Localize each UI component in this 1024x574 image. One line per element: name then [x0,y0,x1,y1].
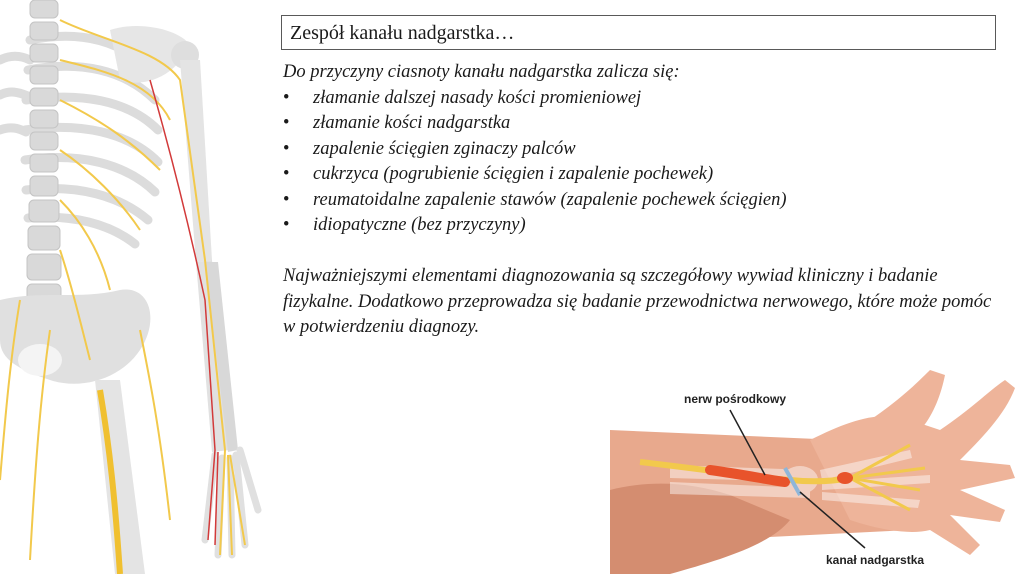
causes-intro: Do przyczyny ciasnoty kanału nadgarstka zalicza się: [283,62,680,82]
diagnosis-paragraph: Najważniejszymi elementami diagnozowania są szczegółowy wywiad kliniczny i badanie fizykalne. Dodatkowo przeprowadza się badanie przewodnictwa nerwowego, które może pomóc w potwierdzeniu diagnozy. [283,266,992,337]
list-item: • reumatoidalne zapalenie stawów (zapalenie pochewek ścięgien) [283,188,998,214]
bullet-icon: • [283,215,290,235]
bullet-icon: • [283,87,290,108]
slide-title: Zespół kanału nadgarstka… [281,15,996,50]
bullet-icon: • [283,164,290,184]
list-item: • zapalenie ścięgien zginaczy palców [283,137,998,163]
list-item: • cukrzyca (pogrubienie ścięgien i zapalenie pochewek) [283,162,998,188]
causes-list [283,86,998,239]
median-nerve-label: nerw pośrodkowy [684,392,787,406]
bullet-icon: • [283,189,290,210]
list-item: • złamanie dalszej nasady kości promieniowej [283,86,998,112]
slide-content [283,60,998,341]
skeleton-nervous-system-illustration [0,0,275,574]
bullet-icon: • [283,138,290,159]
carpal-tunnel-label: kanał nadgarstka [826,553,925,567]
carpal-tunnel-hand-illustration [610,370,1024,574]
list-item: • złamanie kości nadgarstka [283,111,998,137]
bullet-icon: • [283,113,290,133]
list-item: • idiopatyczne (bez przyczyny) [283,213,998,239]
